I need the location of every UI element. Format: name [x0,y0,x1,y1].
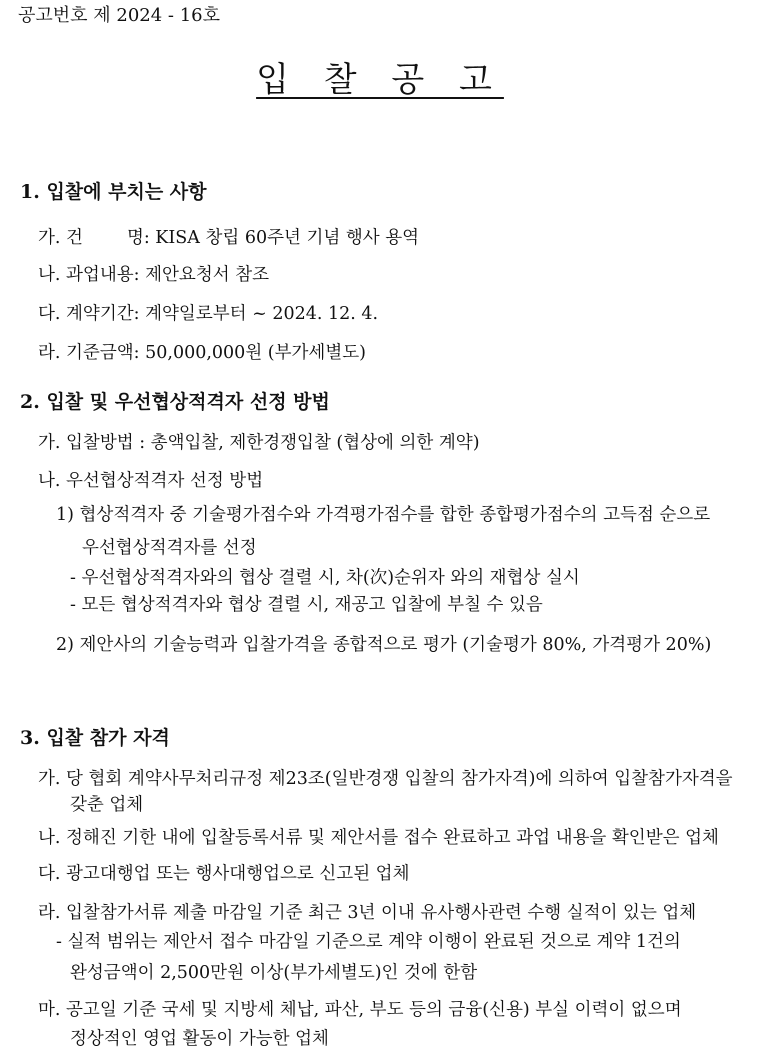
section1-item-amount [38,341,366,365]
section1-heading: 1. 입찰에 부치는 사항 [20,181,207,203]
section3-item-d-dash-line2: 완성금액이 2,500만원 이상(부가세별도)인 것에 한함 [70,963,478,983]
item-period-marker: 다. 계약기간 [38,304,134,324]
section2-sub1-line2: 우선협상적격자를 선정 [82,538,257,558]
document-title [0,58,760,102]
notice-number: 공고번호 제 2024 - 16호 [18,5,221,26]
section1-item-scope [38,263,269,287]
section3-item-a-line2: 갖춘 업체 [70,795,144,815]
section3-item-e-line1: 마. 공고일 기준 국세 및 지방세 체납, 파산, 부도 등의 금융(신용) 부실 이력이 없으며 [38,1000,682,1020]
section3-item-b: 나. 정해진 기한 내에 입찰등록서류 및 제안서를 접수 완료하고 과업 내용을 확인받은 업체 [38,828,719,848]
section3-heading: 3. 입찰 참가 자격 [20,727,170,749]
item-name-value: : KISA 창립 60주년 기념 행사 용역 [143,228,420,248]
item-amount-marker: 라. 기준금액 [38,343,134,363]
section2-dash2: - 모든 협상적격자와 협상 결렬 시, 재공고 입찰에 부칠 수 있음 [70,595,543,615]
section3-item-d-dash-line1: - 실적 범위는 제안서 접수 마감일 기준으로 계약 이행이 완료된 것으로 계약 1건의 [56,932,681,952]
section3-item-d: 라. 입찰참가서류 제출 마감일 기준 최근 3년 이내 유사행사관련 수행 실적이 있는 업체 [38,903,697,923]
section3-item-e-line2: 정상적인 영업 활동이 가능한 업체 [70,1029,329,1049]
section2-sub2: 2) 제안사의 기술능력과 입찰가격을 종합적으로 평가 (기술평가 80%, 가격평가 20%) [56,635,712,655]
title-text: 입 찰 공 고 [256,60,504,100]
section2-item-selection: 나. 우선협상적격자 선정 방법 [38,471,264,491]
section3-item-c: 다. 광고대행업 또는 행사대행업으로 신고된 업체 [38,864,410,884]
item-name-label-tail: 명 [126,228,144,248]
section3-item-a-line1: 가. 당 협회 계약사무처리규정 제23조(일반경쟁 입찰의 참가자격)에 의하여 입찰참가자격을 [38,769,733,789]
item-period-value: : 계약일로부터 ~ 2024. 12. 4. [133,304,379,324]
item-scope-marker: 나. 과업내용 [38,265,134,285]
section1-item-period [38,302,378,326]
item-name-marker: 가. 건 [38,228,83,248]
section2-sub1-line1: 1) 협상적격자 중 기술평가점수와 가격평가점수를 합한 종합평가점수의 고득점 순으로 [56,505,711,525]
section2-heading: 2. 입찰 및 우선협상적격자 선정 방법 [20,391,330,413]
section2-dash1: - 우선협상적격자와의 협상 결렬 시, 차(次)순위자 와의 재협상 실시 [70,568,580,588]
item-amount-value: : 50,000,000원 (부가세별도) [133,343,366,363]
section1-item-name [38,226,419,250]
item-scope-value: : 제안요청서 참조 [133,265,270,285]
section2-item-method: 가. 입찰방법 : 총액입찰, 제한경쟁입찰 (협상에 의한 계약) [38,433,480,453]
